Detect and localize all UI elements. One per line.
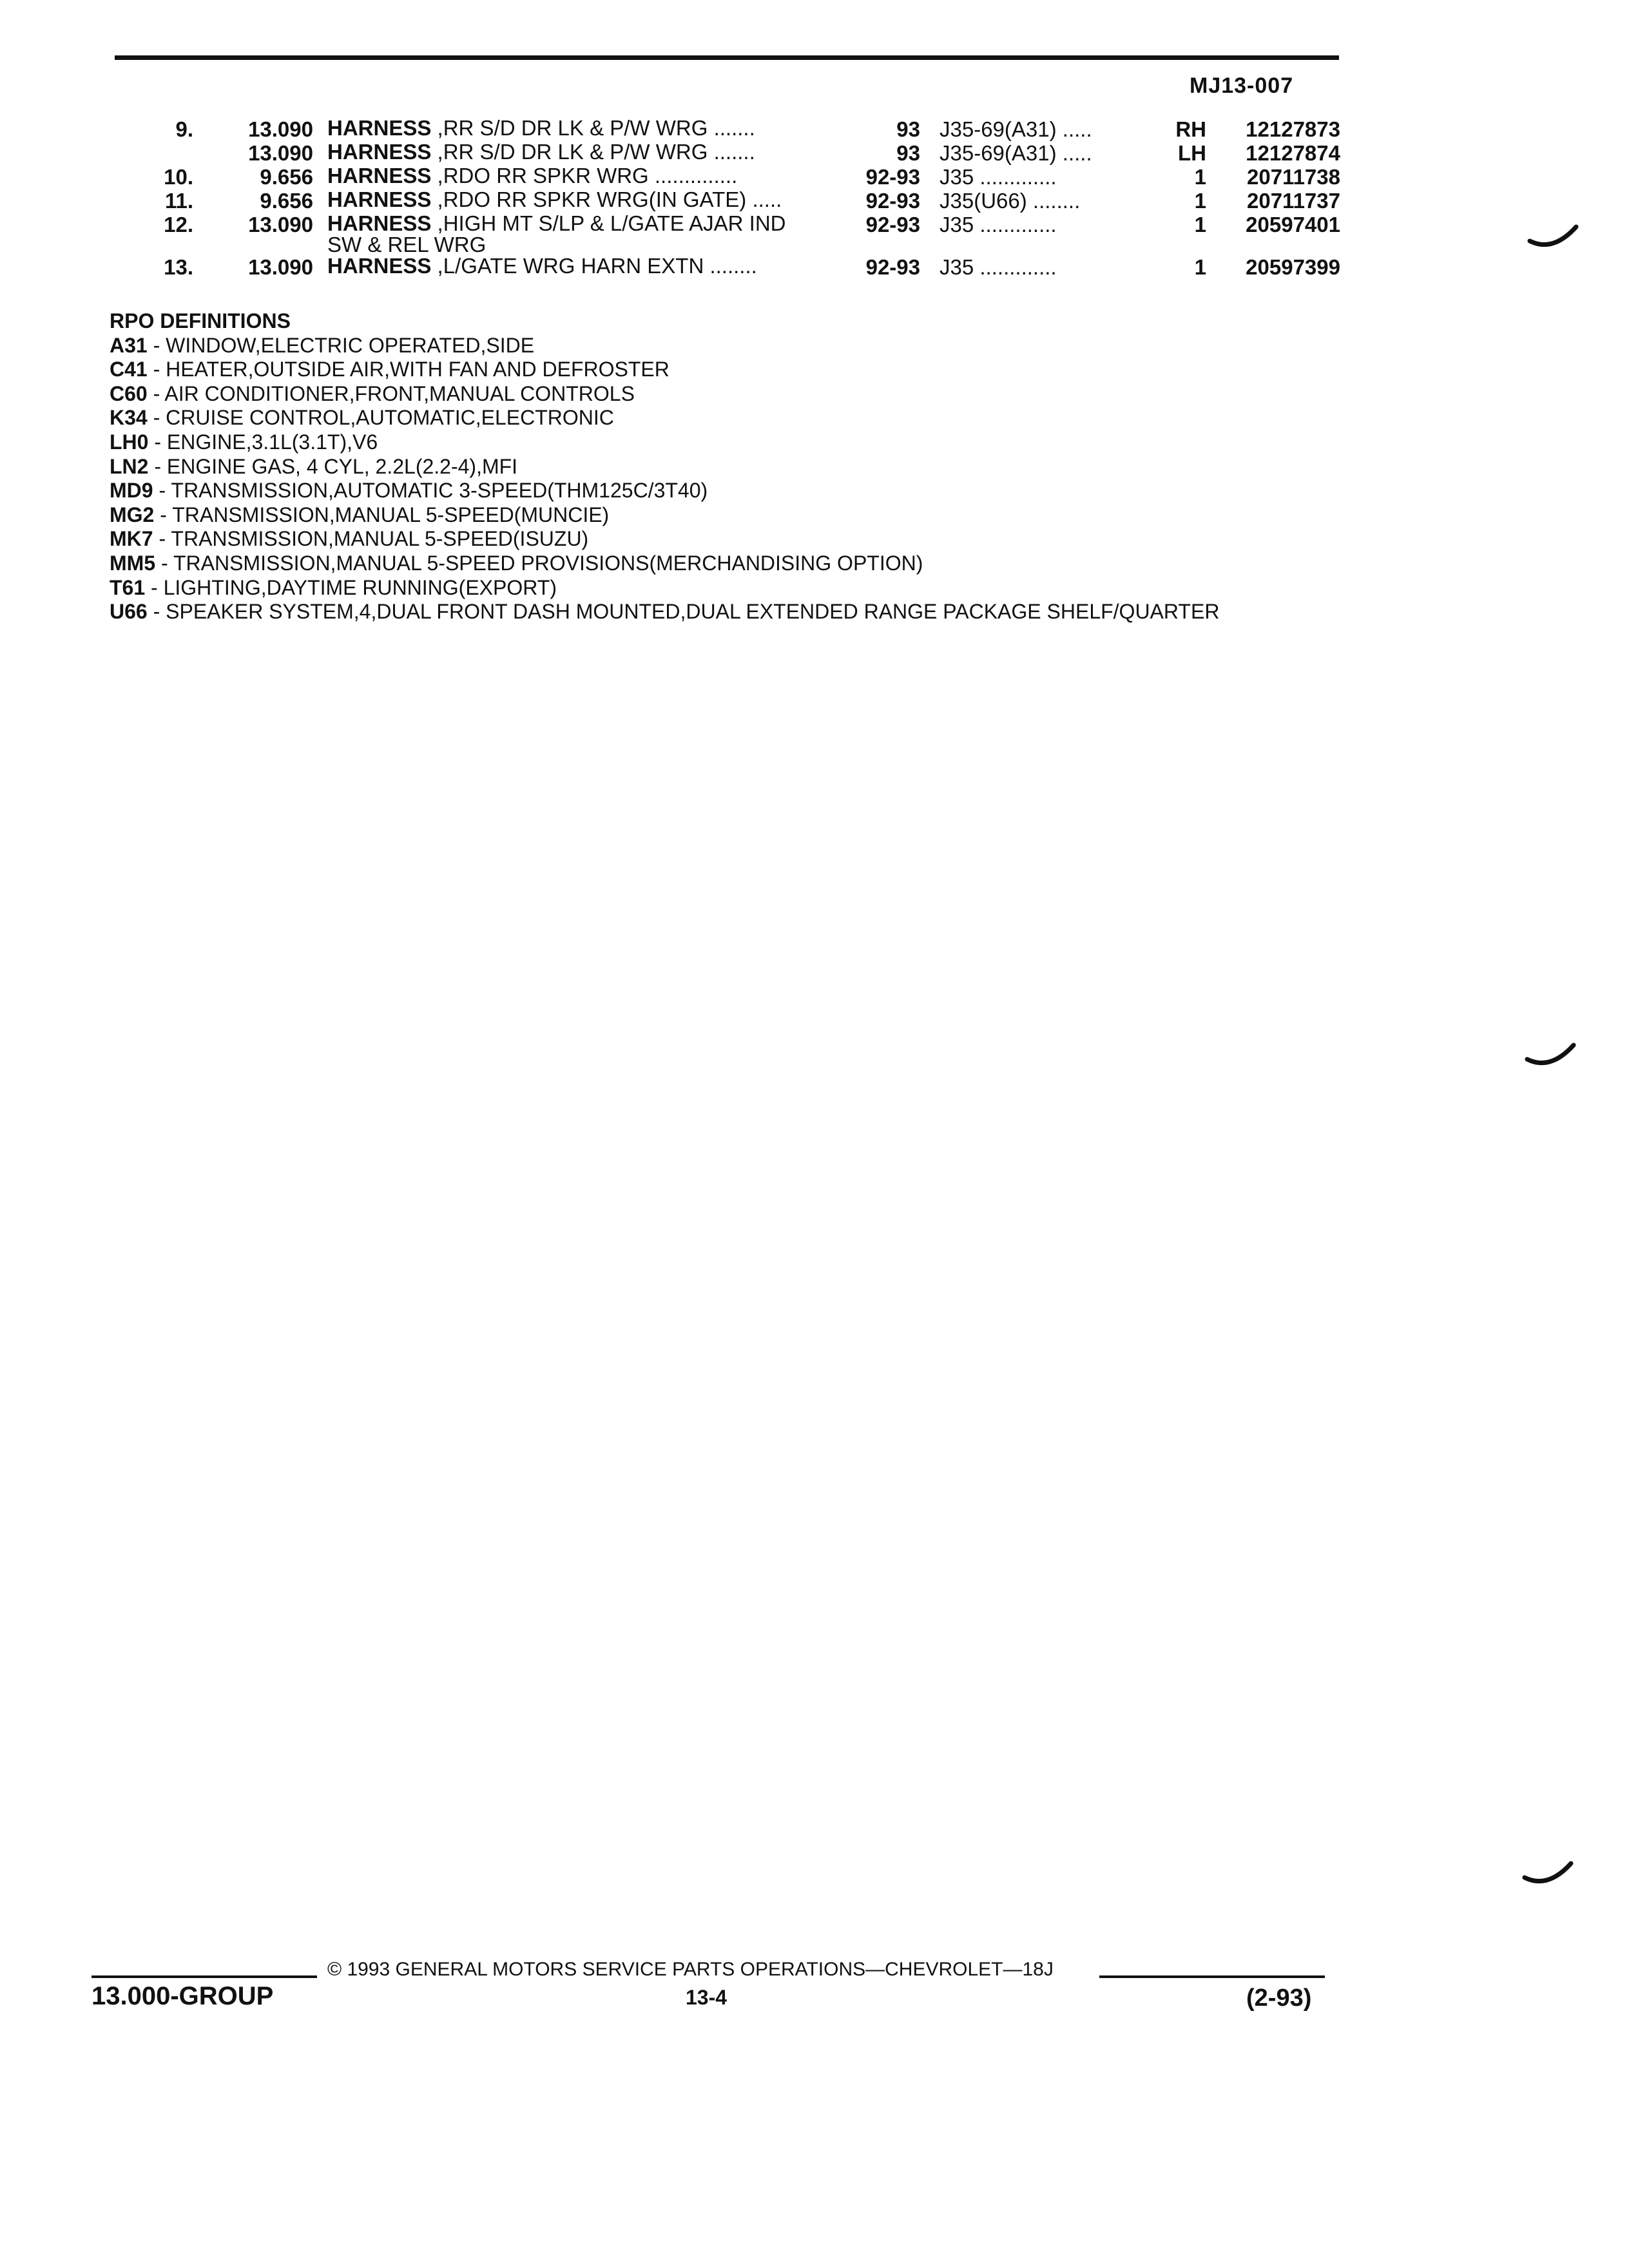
description-detail: ,L/GATE WRG HARN EXTN <box>437 254 704 278</box>
item-index: 12. <box>164 213 193 236</box>
part-description <box>327 255 830 276</box>
rpo-item <box>110 406 1219 430</box>
quantity: LH <box>1178 141 1206 165</box>
rpo-definitions <box>110 309 1219 624</box>
group-number: 13.090 <box>248 213 313 236</box>
description-continuation: SW & REL WRG <box>327 233 487 256</box>
group-number: 13.090 <box>248 117 313 141</box>
item-index: 9. <box>175 117 193 141</box>
part-number: 12127874 <box>1246 141 1340 165</box>
leader-dots: ........ <box>709 254 757 278</box>
model-code <box>940 213 1057 237</box>
model-code <box>940 117 1092 142</box>
footer-rule-right <box>1099 1975 1325 1978</box>
leader-dots: ....... <box>713 140 755 164</box>
part-number: 20597401 <box>1246 213 1340 236</box>
footer-copyright: © 1993 GENERAL MOTORS SERVICE PARTS OPERATIONS—CHEVROLET—18J <box>327 1959 1054 1980</box>
leader-dots: ....... <box>713 116 755 140</box>
rpo-code: LH0 <box>110 430 149 454</box>
model-year: 92-93 <box>865 255 920 279</box>
part-description <box>327 189 830 210</box>
rpo-text: - ENGINE GAS, 4 CYL, 2.2L(2.2-4),MFI <box>148 454 518 478</box>
item-index: 10. <box>164 165 193 189</box>
description-name: HARNESS <box>327 254 432 278</box>
rpo-text: - ENGINE,3.1L(3.1T),V6 <box>148 430 378 454</box>
rpo-code: U66 <box>110 600 148 624</box>
top-rule <box>115 55 1339 60</box>
part-number: 20597399 <box>1246 255 1340 279</box>
rpo-item <box>110 334 1219 358</box>
model-code <box>940 189 1080 213</box>
model-code-text: J35 <box>940 213 974 236</box>
document-code: MJ13-007 <box>1190 73 1294 98</box>
description-detail: ,RDO RR SPKR WRG <box>437 164 649 187</box>
leader-dots: ............. <box>979 255 1057 279</box>
rpo-text: - TRANSMISSION,MANUAL 5-SPEED(ISUZU) <box>153 527 589 551</box>
leader-dots: ........ <box>1032 189 1081 213</box>
group-number: 13.090 <box>248 141 313 165</box>
quantity: 1 <box>1194 165 1206 189</box>
quantity: 1 <box>1194 189 1206 213</box>
table-row <box>0 255 1629 279</box>
leader-dots: ..... <box>1062 117 1092 141</box>
item-index: 13. <box>164 255 193 279</box>
rpo-item <box>110 479 1219 503</box>
punch-hole-mark <box>1525 1037 1576 1076</box>
part-description <box>327 117 830 139</box>
model-code <box>940 165 1057 189</box>
description-detail: ,RDO RR SPKR WRG(IN GATE) <box>437 187 747 211</box>
rpo-code: MK7 <box>110 527 153 551</box>
rpo-item <box>110 382 1219 407</box>
quantity: 1 <box>1194 255 1206 279</box>
description-name: HARNESS <box>327 116 432 140</box>
model-code <box>940 255 1057 280</box>
description-name: HARNESS <box>327 164 432 187</box>
rpo-text: - AIR CONDITIONER,FRONT,MANUAL CONTROLS <box>147 381 635 405</box>
description-detail: ,RR S/D DR LK & P/W WRG <box>437 140 708 164</box>
description-detail: ,RR S/D DR LK & P/W WRG <box>437 116 708 140</box>
group-number: 9.656 <box>260 189 313 213</box>
rpo-item <box>110 455 1219 479</box>
rpo-code: K34 <box>110 406 148 430</box>
model-year: 92-93 <box>865 165 920 189</box>
description-detail: ,HIGH MT S/LP & L/GATE AJAR IND <box>437 211 786 235</box>
item-index: 11. <box>164 189 193 213</box>
table-row <box>0 141 1629 165</box>
description-name: HARNESS <box>327 140 432 164</box>
rpo-item <box>110 576 1219 601</box>
description-name: HARNESS <box>327 211 432 235</box>
rpo-text: - TRANSMISSION,MANUAL 5-SPEED(MUNCIE) <box>154 503 610 526</box>
footer-date: (2-93) <box>1246 1984 1312 2012</box>
model-year: 92-93 <box>865 189 920 213</box>
rpo-item <box>110 430 1219 455</box>
rpo-code: A31 <box>110 333 148 357</box>
rpo-item <box>110 552 1219 576</box>
rpo-code: MD9 <box>110 479 153 503</box>
rpo-text: - TRANSMISSION,AUTOMATIC 3-SPEED(THM125C/3T40) <box>153 479 708 503</box>
leader-dots: ..... <box>1062 141 1092 165</box>
footer-group-label: 13.000-GROUP <box>92 1982 274 2010</box>
table-row <box>0 213 1629 255</box>
rpo-code: C41 <box>110 358 148 381</box>
model-code-text: J35 <box>940 255 974 279</box>
model-code-text: J35-69(A31) <box>940 117 1057 141</box>
rpo-code: C60 <box>110 381 148 405</box>
leader-dots: ............. <box>979 213 1057 236</box>
leader-dots: ..... <box>752 187 782 211</box>
rpo-item <box>110 600 1219 624</box>
rpo-text: - CRUISE CONTROL,AUTOMATIC,ELECTRONIC <box>147 406 614 430</box>
rpo-code: LN2 <box>110 454 149 478</box>
model-year: 93 <box>896 141 920 165</box>
rpo-item <box>110 503 1219 528</box>
rpo-text: - SPEAKER SYSTEM,4,DUAL FRONT DASH MOUNTED,DUAL EXTENDED RANGE PACKAGE SHELF/QUARTER <box>147 600 1220 624</box>
punch-hole-mark <box>1522 1856 1574 1894</box>
description-name: HARNESS <box>327 187 432 211</box>
group-number: 9.656 <box>260 165 313 189</box>
leader-dots: .............. <box>654 164 738 187</box>
rpo-text: - HEATER,OUTSIDE AIR,WITH FAN AND DEFROSTER <box>147 358 670 381</box>
footer-rule-left <box>92 1975 317 1978</box>
rpo-item <box>110 527 1219 552</box>
model-code-text: J35-69(A31) <box>940 141 1057 165</box>
model-code-text: J35 <box>940 165 974 189</box>
parts-table <box>0 117 1629 279</box>
model-year: 92-93 <box>865 213 920 236</box>
quantity: 1 <box>1194 213 1206 236</box>
rpo-item <box>110 358 1219 382</box>
leader-dots: ............. <box>979 165 1057 189</box>
page-number: 13-4 <box>686 1986 728 2009</box>
part-description <box>327 165 830 186</box>
punch-hole-mark <box>1527 219 1579 258</box>
table-row <box>0 165 1629 189</box>
table-row <box>0 189 1629 213</box>
rpo-code: MG2 <box>110 503 155 526</box>
quantity: RH <box>1175 117 1206 141</box>
rpo-code: T61 <box>110 575 146 599</box>
rpo-title: RPO DEFINITIONS <box>110 309 291 332</box>
model-year: 93 <box>896 117 920 141</box>
rpo-text: - TRANSMISSION,MANUAL 5-SPEED PROVISIONS(MERCHANDISING OPTION) <box>155 551 923 575</box>
rpo-text: - LIGHTING,DAYTIME RUNNING(EXPORT) <box>145 575 557 599</box>
part-description <box>327 213 830 255</box>
part-number: 20711738 <box>1246 165 1340 189</box>
group-number: 13.090 <box>248 255 313 279</box>
part-number: 12127873 <box>1246 117 1340 141</box>
rpo-text: - WINDOW,ELECTRIC OPERATED,SIDE <box>147 333 535 357</box>
model-code-text: J35(U66) <box>940 189 1027 213</box>
part-description <box>327 141 830 162</box>
table-row <box>0 117 1629 141</box>
rpo-code: MM5 <box>110 551 156 575</box>
model-code <box>940 141 1092 166</box>
part-number: 20711737 <box>1246 189 1340 213</box>
